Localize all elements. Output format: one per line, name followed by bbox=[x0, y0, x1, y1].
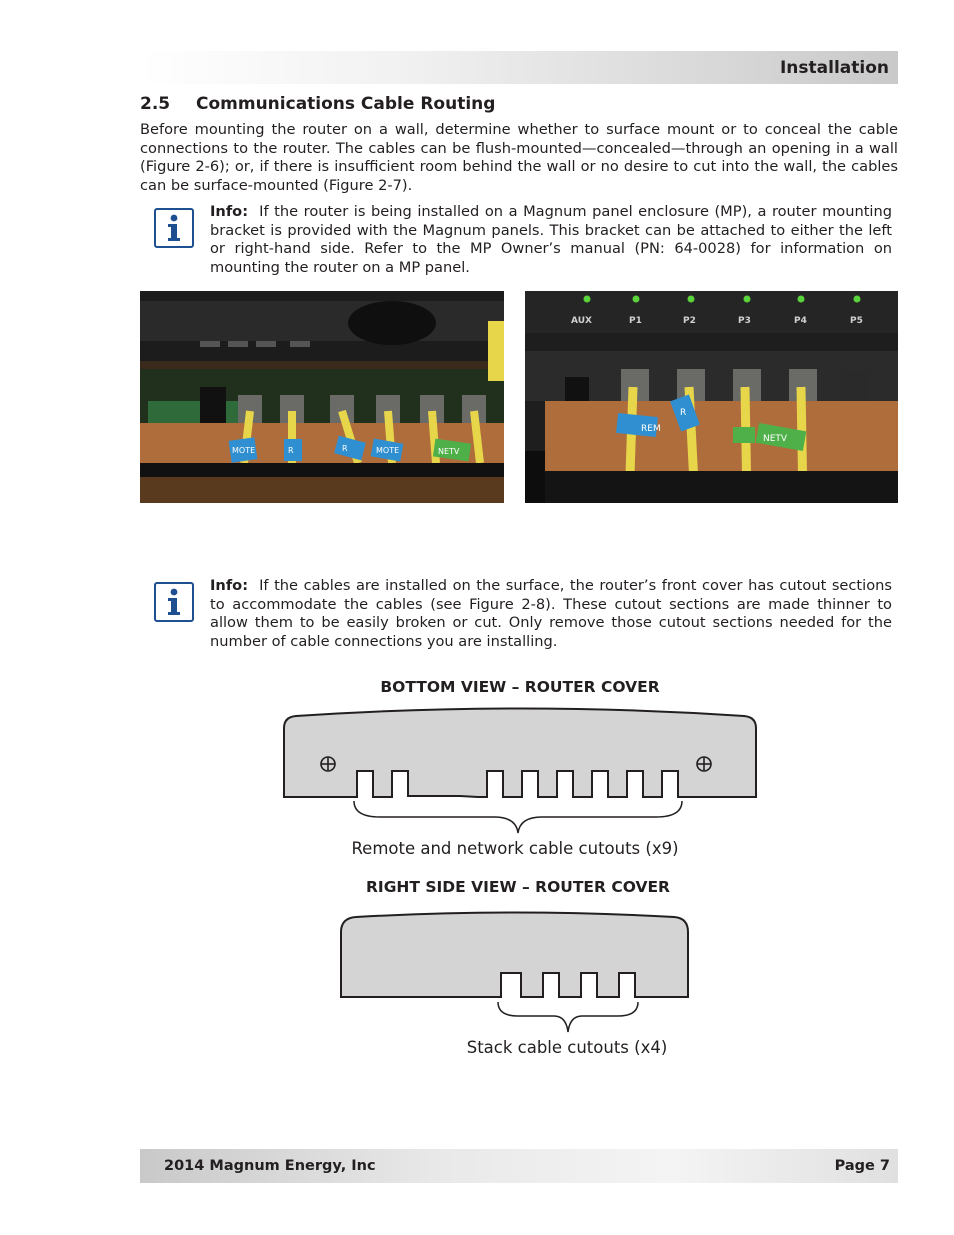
section-title-text: Communications Cable Routing bbox=[196, 94, 496, 114]
cable-tag-label: R bbox=[680, 408, 687, 418]
info-text: If the router is being installed on a Magnum panel enclosure (MP), a router mounting bracket is provided with the Magnum panels. This bracket can be attached to either the left or right-hand side. Refer to the MP Owner’s manual (PN: 64-0028) for information on mounting the router on a MP panel. bbox=[210, 203, 893, 277]
header-title: Installation bbox=[779, 58, 889, 78]
footer-bar bbox=[140, 1149, 898, 1183]
right-side-view-caption: Stack cable cutouts (x4) bbox=[466, 1038, 668, 1057]
section-title bbox=[140, 94, 495, 114]
info-note-1 bbox=[210, 203, 892, 278]
cable-tag-label: NETV bbox=[438, 447, 460, 456]
right-side-view-diagram bbox=[338, 910, 694, 1040]
info-text: If the cables are installed on the surface, the router’s front cover has cutout sections to accommodate the cables (see Figure 2-8). These cutout sections are made thinner to allow them to be easily broken or cut. Only remove those cutout sections needed for the number of cable connections you are installing. bbox=[210, 577, 892, 651]
port-label: P3 bbox=[738, 316, 751, 326]
info-label: Info: bbox=[210, 203, 249, 220]
bottom-view-title: BOTTOM VIEW – ROUTER COVER bbox=[380, 678, 660, 696]
port-label: P5 bbox=[850, 316, 863, 326]
bottom-view-diagram bbox=[280, 705, 760, 841]
cable-tag-label: MOTE bbox=[232, 446, 256, 455]
cable-tag-label: R bbox=[288, 446, 294, 455]
port-label: AUX bbox=[571, 316, 592, 326]
info-icon bbox=[154, 582, 194, 622]
info-label: Info: bbox=[210, 577, 249, 594]
footer-company: 2014 Magnum Energy, Inc bbox=[164, 1158, 376, 1174]
port-label: P4 bbox=[794, 316, 807, 326]
port-label: P2 bbox=[683, 316, 696, 326]
cable-tag-label: NETV bbox=[763, 434, 788, 444]
intro-paragraph: Before mounting the router on a wall, determine whether to surface mount or to conceal the cable connections to the router. The cables can be flush-mounted—concealed—through an opening in a wall (Figure 2-6); or, if there is insufficient room behind the wall or no desire to cut into the wall, the cables can be surface-mounted (Figure 2-7). bbox=[140, 121, 898, 195]
bottom-view-caption: Remote and network cable cutouts (x9) bbox=[351, 839, 679, 858]
section-number: 2.5 bbox=[140, 94, 171, 114]
cable-tag-label: R bbox=[342, 444, 348, 453]
right-side-view-title: RIGHT SIDE VIEW – ROUTER COVER bbox=[366, 878, 670, 896]
header-bar bbox=[140, 51, 898, 84]
photo-flush-mounted-cables bbox=[140, 291, 504, 503]
info-note-2 bbox=[210, 577, 892, 652]
cable-tag-label: MOTE bbox=[376, 446, 400, 455]
photo-surface-mounted-cables bbox=[525, 291, 898, 503]
cable-tag-label: REM bbox=[641, 424, 661, 434]
port-label: P1 bbox=[629, 316, 642, 326]
page-number: Page 7 bbox=[834, 1158, 890, 1174]
info-icon bbox=[154, 208, 194, 248]
